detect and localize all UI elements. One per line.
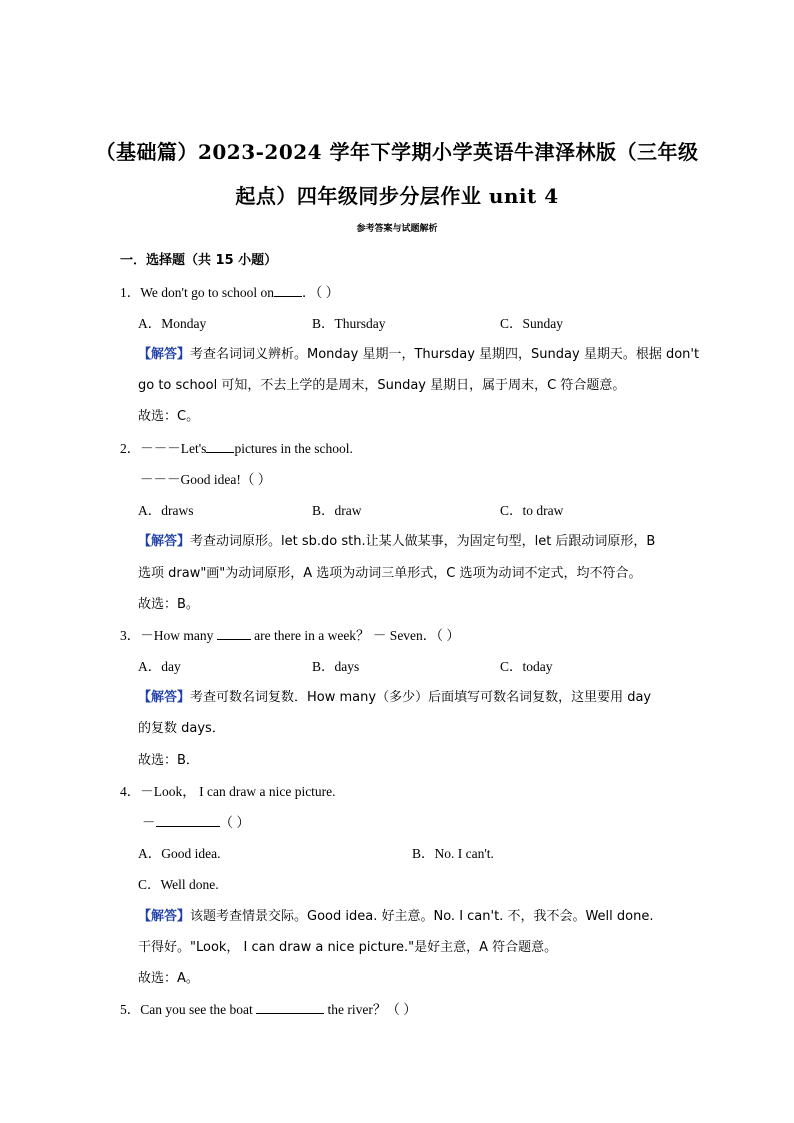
question-4-analysis	[138, 905, 653, 924]
question-5-stem-tail: the river？（ ）	[327, 1002, 417, 1017]
question-1-option-c: C．Sunday	[500, 316, 564, 331]
question-4-stem: 4．－Look， I can draw a nice picture.	[120, 784, 336, 799]
question-4-analysis-cont: 干得好。"Look， I can draw a nice picture."是好主意，A 符合题意。	[138, 940, 558, 955]
question-1-answer: 故选：C。	[138, 409, 200, 424]
question-2-option-c: C．to draw	[500, 503, 564, 518]
analysis-text: 该题考查情景交际。Good idea. 好主意。No. I can't. 不，我不会。Well done.	[190, 909, 654, 924]
analysis-text: 考查名词词义辨析。Monday 星期一，Thursday 星期四，Sunday 星期天。根据 don't	[190, 347, 700, 362]
question-2-answer: 故选：B。	[138, 597, 199, 612]
analysis-tag: 【解答】	[138, 690, 191, 705]
answer-blank	[256, 1001, 324, 1014]
question-3-stem-tail: are there in a week？ － Seven．（ ）	[254, 628, 460, 643]
question-1-analysis	[138, 343, 699, 362]
question-1-option-a: A．Monday	[138, 316, 207, 331]
question-2-analysis	[138, 530, 655, 549]
answer-blank	[217, 627, 251, 640]
analysis-text: 考查动词原形。let sb.do sth.让某人做某事，为固定句型，let 后跟动词原形，B	[190, 534, 656, 549]
analysis-text: 考查可数名词复数．How many（多少）后面填写可数名词复数，这里要用 day	[190, 690, 652, 705]
question-4-answer: 故选：A。	[138, 971, 199, 986]
question-3-stem	[120, 624, 460, 644]
section-heading: 一．选择题（共 15 小题）	[120, 253, 278, 268]
question-2-stem	[120, 437, 353, 457]
question-2-stem-reply: －－－Good idea!（ ）	[140, 472, 272, 487]
answer-blank	[274, 284, 302, 297]
analysis-tag: 【解答】	[138, 534, 191, 549]
question-2-option-a: A．draws	[138, 503, 194, 518]
question-5-stem-text: 5．Can you see the boat	[120, 1002, 253, 1017]
question-1-stem	[120, 281, 339, 301]
question-5-stem	[120, 998, 417, 1018]
analysis-tag: 【解答】	[138, 347, 191, 362]
question-2-analysis-cont: 选项 draw"画"为动词原形，A 选项为动词三单形式，C 选项为动词不定式，均不符合。	[138, 566, 642, 581]
question-2-stem-tail: pictures in the school.	[234, 441, 353, 456]
question-4-option-c: C．Well done.	[138, 877, 219, 892]
question-4-reply-tail: （ ）	[219, 815, 250, 830]
question-1-analysis-cont: go to school 可知，不去上学的是周末，Sunday 星期日，属于周末，C 符合题意。	[138, 378, 626, 393]
analysis-tag: 【解答】	[138, 909, 191, 924]
question-3-analysis-cont: 的复数 days．	[138, 721, 225, 736]
answer-blank	[156, 814, 220, 827]
question-2-option-b: B．draw	[312, 503, 362, 518]
question-3-answer: 故选：B．	[138, 753, 199, 768]
question-1-stem-text: 1．We don't go to school on	[120, 285, 274, 300]
question-3-option-b: B．days	[312, 659, 360, 674]
question-3-stem-text: 3．－How many	[120, 628, 214, 643]
question-1-stem-tail: ．（ ）	[301, 285, 340, 300]
page-title-line-1: （基础篇）2023-2024 学年下学期小学英语牛津泽林版（三年级	[95, 140, 699, 164]
question-4-option-a: A．Good idea.	[138, 846, 221, 861]
question-4-stem-reply	[142, 811, 250, 831]
question-3-analysis	[138, 686, 651, 705]
question-1-option-b: B．Thursday	[312, 316, 386, 331]
question-4-reply-dash: －	[142, 815, 156, 830]
question-3-option-a: A．day	[138, 659, 181, 674]
question-2-stem-text: 2．－－－Let's	[120, 441, 207, 456]
answer-blank	[206, 440, 234, 453]
page-title-line-2: 起点）四年级同步分层作业 unit 4	[235, 184, 559, 208]
question-3-option-c: C．today	[500, 659, 553, 674]
page-subtitle: 参考答案与试题解析	[356, 224, 438, 234]
question-4-option-b: B．No. I can't.	[412, 846, 494, 861]
